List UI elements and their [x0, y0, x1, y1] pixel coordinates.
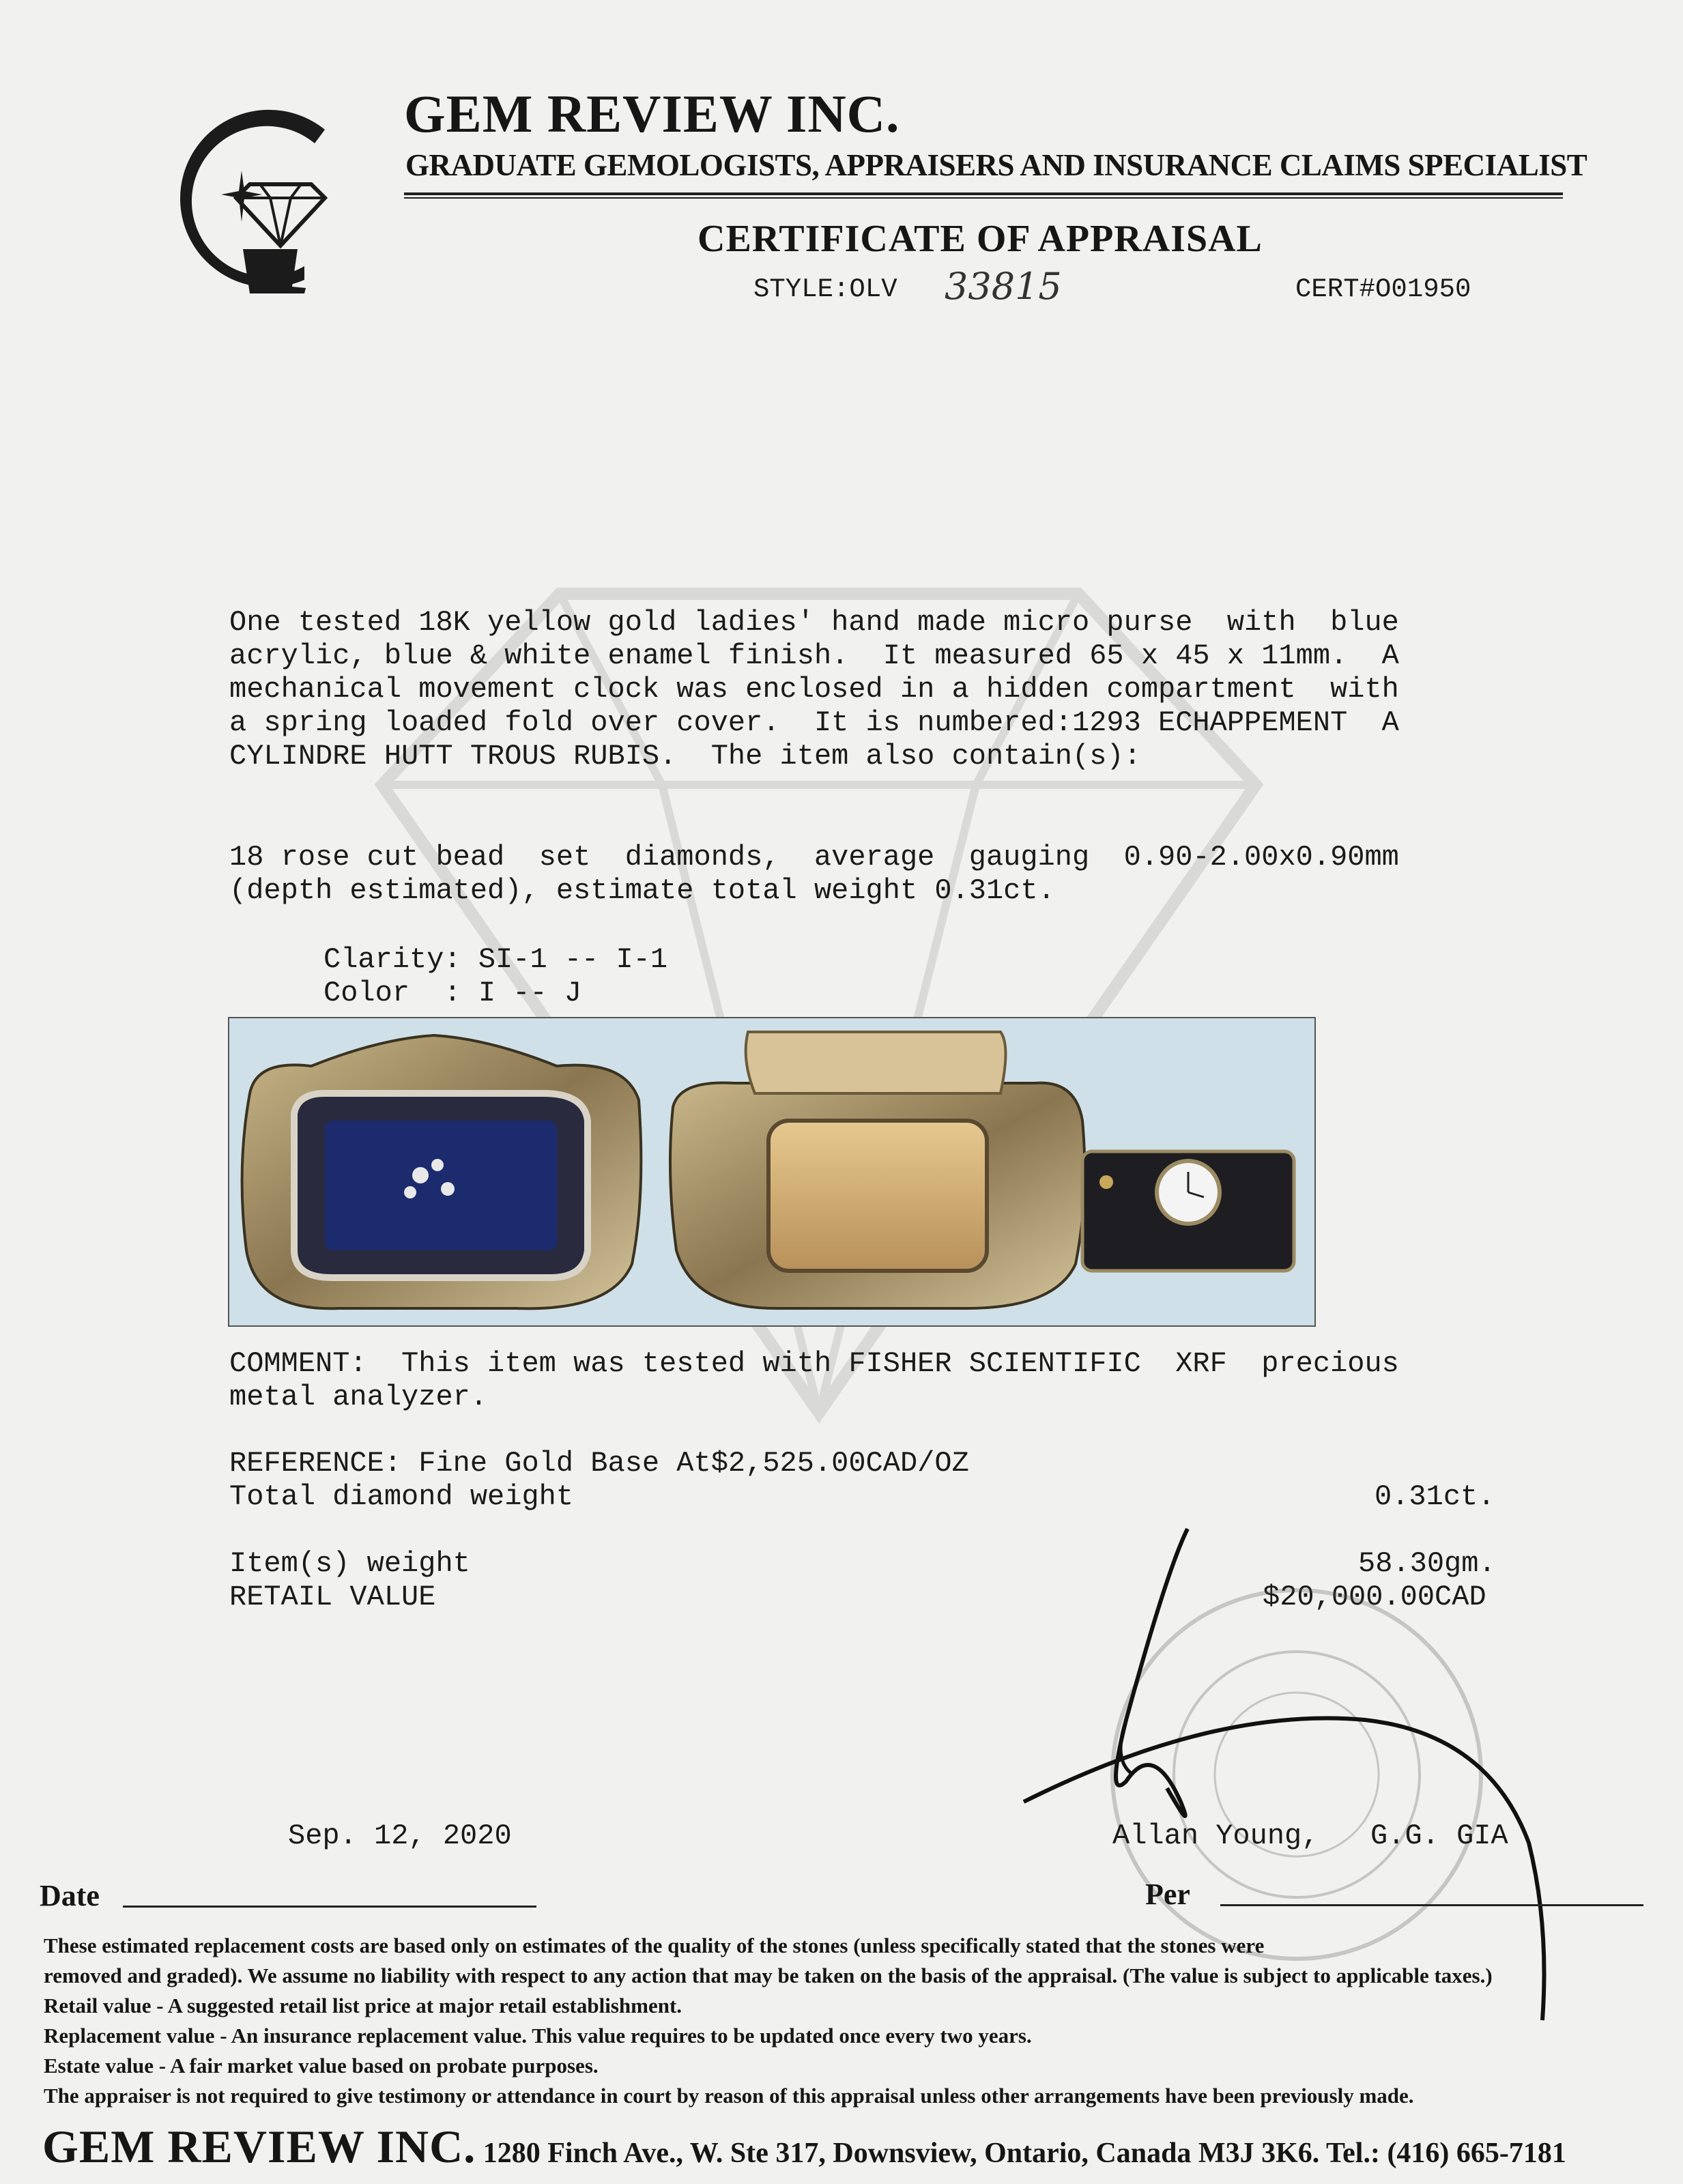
- diamond-description: [229, 841, 1399, 908]
- appraiser-name: Allan Young, G.G. GIA: [1112, 1820, 1508, 1852]
- description-line: acrylic, blue & white enamel finish. It measured 65 x 45 x 11mm. A: [229, 640, 1399, 672]
- retail-value-label: RETAIL VALUE: [229, 1581, 436, 1613]
- comment: [229, 1347, 1399, 1414]
- item-weight-value: 58.30gm.: [1358, 1547, 1496, 1580]
- item-description: [229, 606, 1399, 773]
- style-label: STYLE:OLV: [753, 274, 897, 304]
- date-label: Date: [40, 1879, 100, 1912]
- comment-line: COMMENT: This item was tested with FISHER SCIENTIFIC XRF precious: [229, 1347, 1399, 1380]
- total-diamond-weight-label: Total diamond weight: [229, 1480, 574, 1513]
- disclaimer-line: Retail value - A suggested retail list price at major retail establishment.: [44, 1994, 682, 2017]
- disclaimer-line: Estate value - A fair market value based on probate purposes.: [44, 2054, 599, 2078]
- total-diamond-weight-value: 0.31ct.: [1375, 1480, 1495, 1513]
- certificate-title: CERTIFICATE OF APPRAISAL: [697, 218, 1263, 260]
- date-signature-line: [123, 1906, 536, 1908]
- disclaimer-line: Replacement value - An insurance replacement value. This value requires to be updated once every two years.: [44, 2024, 1032, 2048]
- retail-value-amount: $20,000.00CAD: [1263, 1581, 1486, 1613]
- footer: [42, 2120, 1566, 2174]
- purse-photo-icon: [229, 1018, 1314, 1325]
- disclaimer-line: removed and graded). We assume no liability with respect to any action that may be taken on the basis of the appraisal. (The value is subject to applicable taxes.): [44, 1964, 1493, 1987]
- reference-gold-price: REFERENCE: Fine Gold Base At$2,525.00CAD/OZ: [229, 1447, 969, 1480]
- style-number-handwritten: 33815: [945, 265, 1062, 308]
- item-weight-label: Item(s) weight: [229, 1547, 470, 1580]
- per-signature-line: [1220, 1904, 1643, 1906]
- disclaimer-line: The appraiser is not required to give testimony or attendance in court by reason of this appraisal unless other arrangements have been previously made.: [44, 2084, 1414, 2108]
- per-label: Per: [1145, 1878, 1190, 1911]
- gem-review-logo-icon: [141, 102, 345, 307]
- header-divider: [404, 192, 1563, 199]
- footer-address: 1280 Finch Ave., W. Ste 317, Downsview, Ontario, Canada M3J 3K6. Tel.: (416) 665-7181: [476, 2138, 1566, 2169]
- description-line: mechanical movement clock was enclosed in a hidden compartment with: [229, 673, 1399, 706]
- description-line: CYLINDRE HUTT TROUS RUBIS. The item also contain(s):: [229, 740, 1141, 773]
- diamond-line: (depth estimated), estimate total weight 0.31ct.: [229, 874, 1055, 907]
- comment-line: metal analyzer.: [229, 1381, 488, 1413]
- clarity-grade: Clarity: SI-1 -- I-1: [323, 943, 668, 976]
- color-grade: Color : I -- J: [323, 977, 582, 1009]
- disclaimer-line: These estimated replacement costs are based only on estimates of the quality of the stones (unless specifically stated that the stones were: [44, 1934, 1265, 1957]
- description-line: a spring loaded fold over cover. It is numbered:1293 ECHAPPEMENT A: [229, 706, 1399, 739]
- description-line: One tested 18K yellow gold ladies' hand made micro purse with blue: [229, 606, 1399, 639]
- item-photo: [228, 1017, 1316, 1327]
- footer-company-name: GEM REVIEW INC.: [42, 2121, 476, 2172]
- company-subtitle: GRADUATE GEMOLOGISTS, APPRAISERS AND INSURANCE CLAIMS SPECIALIST: [405, 148, 1587, 182]
- appraisal-date: Sep. 12, 2020: [288, 1820, 512, 1852]
- company-name: GEM REVIEW INC.: [404, 84, 900, 143]
- cert-number: CERT#O01950: [1295, 274, 1471, 304]
- diamond-line: 18 rose cut bead set diamonds, average gauging 0.90-2.00x0.90mm: [229, 841, 1399, 874]
